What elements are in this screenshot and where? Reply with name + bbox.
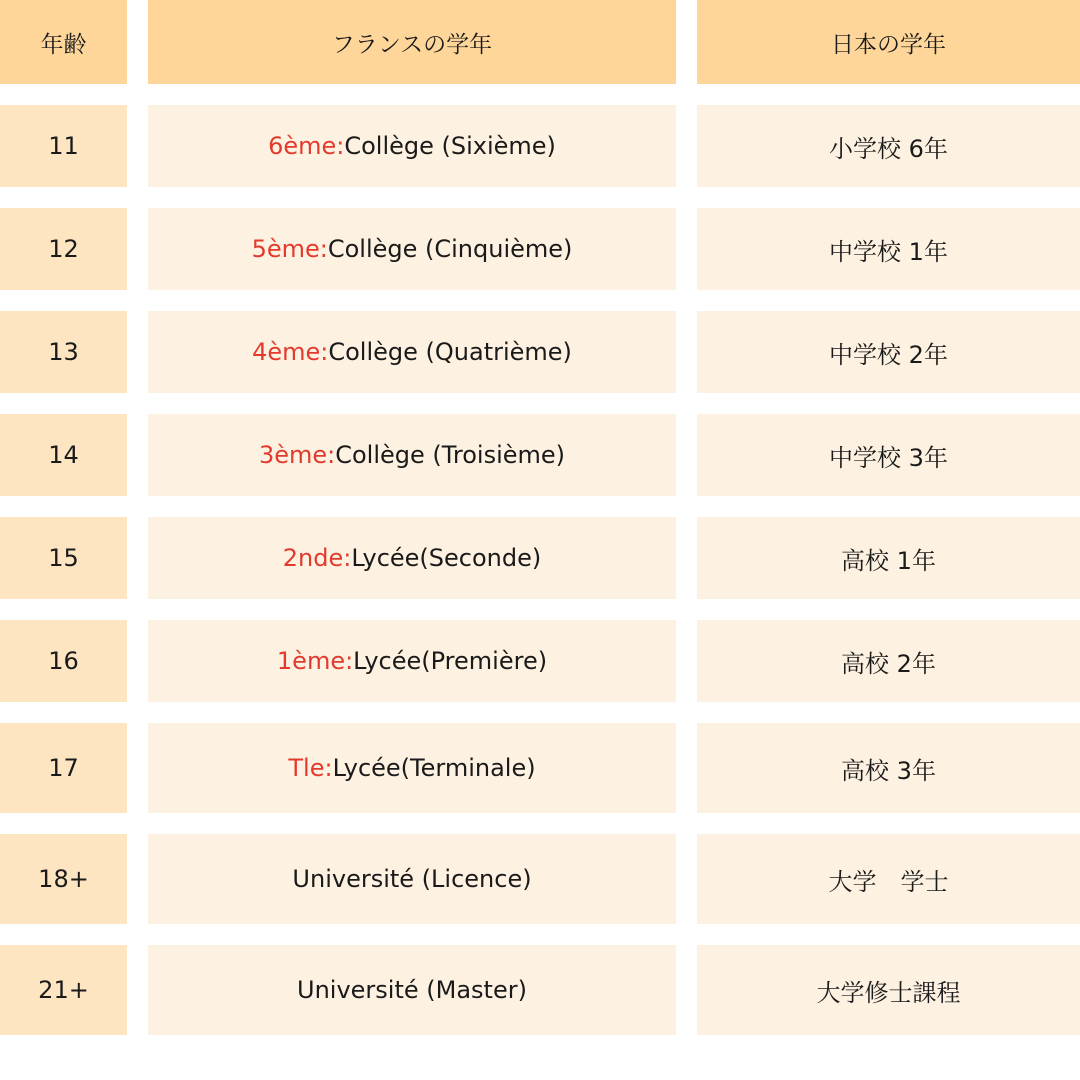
japan-grade: 高校 1年: [841, 546, 936, 575]
table-row-france: [148, 105, 676, 187]
header-france-label: フランスの学年: [331, 31, 493, 58]
grade-prefix: 4ème:: [252, 338, 329, 366]
grade-prefix: 2nde:: [282, 544, 352, 572]
table-row-japan: [697, 105, 1080, 187]
table-row-france: [148, 723, 676, 813]
age-value: 17: [48, 754, 79, 782]
age-value: 15: [48, 544, 79, 572]
grade-prefix: 5ème:: [251, 235, 328, 263]
header-japan: [697, 0, 1080, 84]
age-value: 21+: [38, 976, 89, 1004]
table-row-age: [0, 517, 127, 599]
france-grade: Collège (Cinquième): [327, 235, 573, 263]
table-row-japan: [697, 723, 1080, 813]
grade-prefix: Tle:: [288, 754, 333, 782]
france-grade: Collège (Troisième): [335, 441, 566, 469]
table-row-france: [148, 620, 676, 702]
grade-prefix: 6ème:: [268, 132, 345, 160]
france-grade: Collège (Quatrième): [328, 338, 572, 366]
table-row-age: [0, 414, 127, 496]
table-row-france: [148, 208, 676, 290]
table-row-age: [0, 723, 127, 813]
table-row-age: [0, 620, 127, 702]
table-row-france: [148, 834, 676, 924]
france-grade: Lycée(Seconde): [351, 544, 542, 572]
japan-grade: 高校 2年: [841, 649, 936, 678]
japan-grade: 大学 学士: [828, 867, 949, 896]
table-row-age: [0, 311, 127, 393]
age-value: 16: [48, 647, 79, 675]
age-value: 11: [48, 132, 79, 160]
age-value: 12: [48, 235, 79, 263]
table-row-japan: [697, 945, 1080, 1035]
grade-prefix: 3ème:: [258, 441, 336, 469]
header-age: [0, 0, 127, 84]
header-japan-label: 日本の学年: [831, 31, 946, 58]
age-value: 13: [48, 338, 79, 366]
table-row-france: [148, 517, 676, 599]
france-grade: Université (Master): [297, 976, 527, 1004]
france-grade: Lycée(Première): [353, 647, 548, 675]
france-grade: Collège (Sixième): [344, 132, 556, 160]
japan-grade: 中学校 1年: [829, 237, 948, 266]
table-row-age: [0, 105, 127, 187]
japan-grade: 中学校 2年: [829, 340, 948, 369]
japan-grade: 中学校 3年: [829, 443, 948, 472]
table-row-france: [148, 414, 676, 496]
table-row-japan: [697, 208, 1080, 290]
table-row-age: [0, 834, 127, 924]
table-row-japan: [697, 311, 1080, 393]
table-row-france: [148, 311, 676, 393]
table-row-japan: [697, 414, 1080, 496]
table-row-age: [0, 945, 127, 1035]
age-value: 14: [48, 441, 79, 469]
table-row-japan: [697, 620, 1080, 702]
japan-grade: 小学校 6年: [829, 134, 948, 163]
age-value: 18+: [38, 865, 89, 893]
japan-grade: 高校 3年: [841, 756, 936, 785]
header-age-label: 年齢: [40, 31, 87, 58]
header-france: [148, 0, 676, 84]
table-row-france: [148, 945, 676, 1035]
grade-prefix: 1ème:: [276, 647, 354, 675]
table-row-japan: [697, 517, 1080, 599]
france-grade: Lycée(Terminale): [332, 754, 536, 782]
table-row-age: [0, 208, 127, 290]
table-row-japan: [697, 834, 1080, 924]
france-grade: Université (Licence): [292, 865, 532, 893]
japan-grade: 大学修士課程: [816, 978, 961, 1007]
